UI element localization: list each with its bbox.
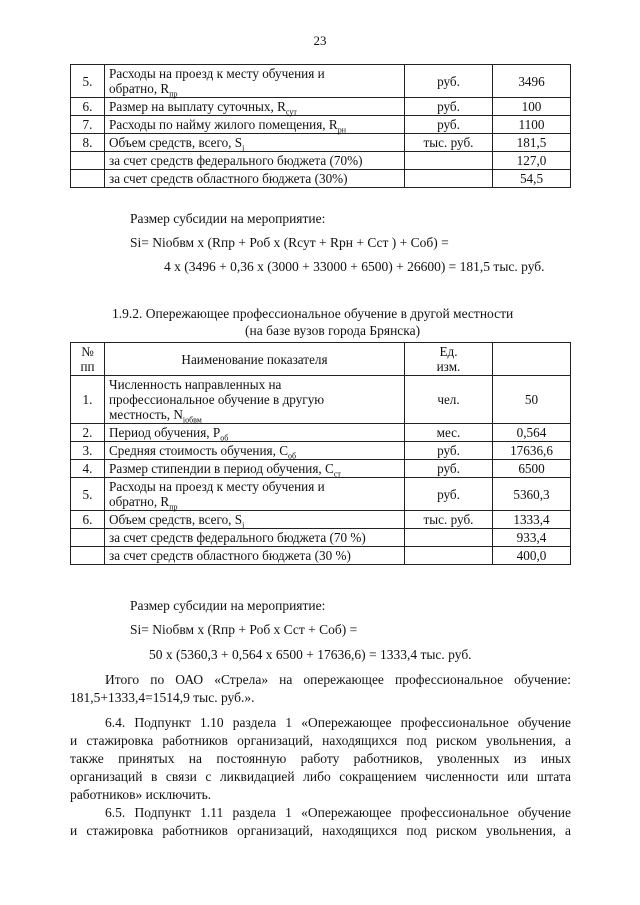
formula-1-result: 4 х (3496 + 0,36 х (3000 + 33000 + 6500) + 26600) = 181,5 тыс. руб. <box>164 259 545 274</box>
paragraph-6-4-line: 6.4. Подпункт 1.10 раздела 1 «Опережающее профессиональное обучение <box>105 715 571 730</box>
row-name: за счет средств областного бюджета (30 %) <box>105 547 405 565</box>
row-number: 4. <box>71 460 105 478</box>
table-row <box>71 98 571 116</box>
row-name <box>105 65 405 98</box>
formula-2-label: Размер субсидии на мероприятие: <box>130 598 326 613</box>
row-value: 400,0 <box>493 547 571 565</box>
row-name-subscript: пр <box>169 502 178 512</box>
row-number: 6. <box>71 98 105 116</box>
table-row <box>71 478 571 511</box>
row-name <box>105 460 405 478</box>
row-value: 1100 <box>493 116 571 134</box>
formula-1-label: Размер субсидии на мероприятие: <box>130 211 326 226</box>
row-unit <box>405 152 493 170</box>
row-name-line: Численность направленных на <box>109 377 282 392</box>
row-name-subscript: рн <box>337 125 346 135</box>
row-number <box>71 152 105 170</box>
row-name-subscript: ст <box>333 469 341 479</box>
row-number: 5. <box>71 478 105 511</box>
row-name: за счет средств федерального бюджета (70%) <box>105 152 405 170</box>
paragraph-6-5-line: 6.5. Подпункт 1.11 раздела 1 «Опережающее профессиональное обучение <box>105 805 571 820</box>
row-unit <box>405 170 493 188</box>
paragraph-6-5-line: и стажировка работников организаций, находящихся под риском увольнения, а <box>70 823 571 838</box>
table-header-row <box>71 343 571 376</box>
row-number: 6. <box>71 511 105 529</box>
total-line-2: 181,5+1333,4=1514,9 тыс. руб.». <box>70 690 255 705</box>
row-name <box>105 134 405 152</box>
row-value: 3496 <box>493 65 571 98</box>
row-name-subscript: iобвм <box>182 415 202 425</box>
row-number: 3. <box>71 442 105 460</box>
table-row <box>71 460 571 478</box>
row-unit: тыс. руб. <box>405 134 493 152</box>
row-unit: руб. <box>405 442 493 460</box>
row-value: 5360,3 <box>493 478 571 511</box>
table-costs-2 <box>70 342 571 565</box>
row-name <box>105 442 405 460</box>
row-value: 50 <box>493 376 571 424</box>
header-unit-line: Ед. <box>439 344 458 359</box>
paragraph-6-4-line: также принятых на постоянную работу работников, уволенных из иных <box>70 751 571 766</box>
row-name <box>105 424 405 442</box>
row-value: 0,564 <box>493 424 571 442</box>
row-number: 5. <box>71 65 105 98</box>
row-name <box>105 376 405 424</box>
table-row <box>71 65 571 98</box>
table-row <box>71 424 571 442</box>
row-number <box>71 529 105 547</box>
header-unit <box>405 343 493 376</box>
row-unit: чел. <box>405 376 493 424</box>
row-name-text: Средняя стоимость обучения, С <box>109 443 289 458</box>
row-number: 1. <box>71 376 105 424</box>
row-value: 181,5 <box>493 134 571 152</box>
section-subtitle: (на базе вузов города Брянска) <box>245 323 421 338</box>
row-number <box>71 547 105 565</box>
row-number: 8. <box>71 134 105 152</box>
row-name-line: профессиональное обучение в другую <box>109 392 325 407</box>
table-row <box>71 170 571 188</box>
row-value: 1333,4 <box>493 511 571 529</box>
row-value: 17636,6 <box>493 442 571 460</box>
row-name-subscript: i <box>242 143 245 153</box>
row-unit: руб. <box>405 478 493 511</box>
row-name <box>105 98 405 116</box>
row-value: 54,5 <box>493 170 571 188</box>
row-name-line: Расходы на проезд к месту обучения и <box>109 66 325 81</box>
row-unit <box>405 547 493 565</box>
table-costs-1 <box>70 64 571 188</box>
row-name-subscript: пр <box>169 89 178 99</box>
paragraph-6-4-line: организаций в связи с ликвидацией либо сокращением численности или штата <box>70 769 571 784</box>
row-value: 6500 <box>493 460 571 478</box>
row-name-subscript: сут <box>285 107 297 117</box>
header-value <box>493 343 571 376</box>
row-unit: мес. <box>405 424 493 442</box>
row-unit: руб. <box>405 65 493 98</box>
total-line-1: Итого по ОАО «Стрела» на опережающее профессиональное обучение: <box>105 672 571 687</box>
table-row <box>71 442 571 460</box>
table-row <box>71 529 571 547</box>
row-value: 100 <box>493 98 571 116</box>
row-name-text: Размер стипендии в период обучения, С <box>109 461 334 476</box>
row-name-line: Расходы на проезд к месту обучения и <box>109 479 325 494</box>
formula-2-result: 50 х (5360,3 + 0,564 х 6500 + 17636,6) = 1333,4 тыс. руб. <box>149 647 472 662</box>
table-row <box>71 134 571 152</box>
row-name-text: Размер на выплату суточных, R <box>109 99 286 114</box>
row-name-line: обратно, R <box>109 494 170 509</box>
header-number-line: № <box>81 344 94 359</box>
page-number: 23 <box>313 33 327 48</box>
row-name-line: обратно, R <box>109 81 170 96</box>
row-name-subscript: i <box>242 520 245 530</box>
header-number <box>71 343 105 376</box>
row-name-text: Период обучения, Р <box>109 425 221 440</box>
formula-2-expression: Si= Niобвм х (Rпр + Роб х Сст + Соб) = <box>130 622 358 637</box>
row-unit <box>405 529 493 547</box>
table-row <box>71 116 571 134</box>
row-name-text: Объем средств, всего, S <box>109 512 243 527</box>
header-name: Наименование показателя <box>105 343 405 376</box>
header-unit-line: изм. <box>436 359 461 374</box>
row-name-line: местность, N <box>109 407 183 422</box>
header-number-line: пп <box>80 359 95 374</box>
row-unit: руб. <box>405 460 493 478</box>
row-unit: руб. <box>405 116 493 134</box>
row-name-subscript: об <box>288 451 297 461</box>
paragraph-6-4-line: работников» исключить. <box>70 787 212 802</box>
row-value: 933,4 <box>493 529 571 547</box>
row-name <box>105 511 405 529</box>
row-unit: тыс. руб. <box>405 511 493 529</box>
formula-1-expression: Si= Niобвм х (Rпр + Роб х (Rсут + Rрн + Сст ) + Соб) = <box>130 235 449 250</box>
row-unit: руб. <box>405 98 493 116</box>
row-name <box>105 116 405 134</box>
row-name-text: Расходы по найму жилого помещения, R <box>109 117 338 132</box>
row-value: 127,0 <box>493 152 571 170</box>
row-name <box>105 478 405 511</box>
row-name-text: Объем средств, всего, S <box>109 135 243 150</box>
section-title: 1.9.2. Опережающее профессиональное обучение в другой местности <box>112 306 514 321</box>
row-name: за счет средств федерального бюджета (70 %) <box>105 529 405 547</box>
row-number: 7. <box>71 116 105 134</box>
row-name: за счет средств областного бюджета (30%) <box>105 170 405 188</box>
table-row <box>71 547 571 565</box>
table-row <box>71 376 571 424</box>
paragraph-6-4-line: и стажировка работников организаций, находящихся под риском увольнения, а <box>70 733 571 748</box>
table-row <box>71 152 571 170</box>
table-row <box>71 511 571 529</box>
row-name-subscript: об <box>220 433 229 443</box>
row-number: 2. <box>71 424 105 442</box>
row-number <box>71 170 105 188</box>
